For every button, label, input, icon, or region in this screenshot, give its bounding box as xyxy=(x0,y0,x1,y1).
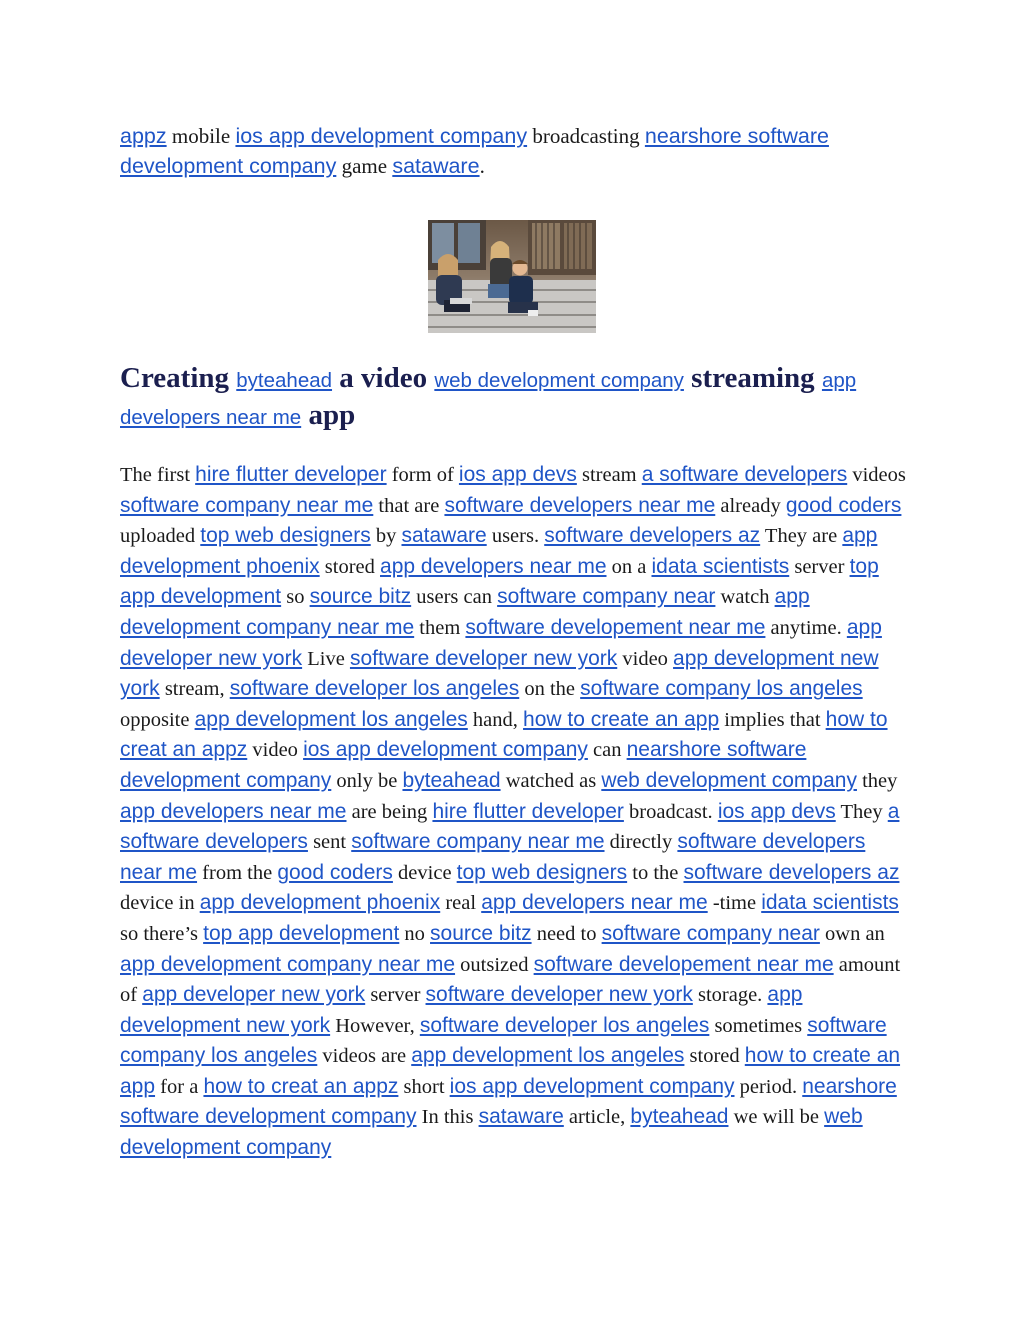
body-text: need to xyxy=(531,922,602,945)
body-text: on the xyxy=(519,678,581,701)
body-text: opposite xyxy=(120,708,195,731)
body-text: directly xyxy=(604,831,678,854)
keyword-link[interactable]: software developement near me xyxy=(465,615,766,639)
keyword-link[interactable]: software company los angeles xyxy=(580,677,863,701)
keyword-link[interactable]: sataware xyxy=(392,153,480,178)
students-photo xyxy=(428,220,596,333)
keyword-link[interactable]: appz xyxy=(120,124,167,148)
body-text: we will be xyxy=(728,1106,825,1129)
body-text: anytime. xyxy=(765,616,847,639)
keyword-link[interactable]: app development company near me xyxy=(120,952,456,976)
body-text: amount of xyxy=(120,953,901,1007)
body-text: sent xyxy=(307,831,352,854)
keyword-link[interactable]: sataware xyxy=(478,1105,564,1129)
keyword-link[interactable]: top app development xyxy=(203,921,400,945)
keyword-link[interactable]: good coders xyxy=(785,493,902,517)
body-text: they xyxy=(856,769,898,792)
body-text: to the xyxy=(627,861,684,884)
keyword-link[interactable]: software company los angeles xyxy=(120,1013,887,1068)
keyword-link[interactable]: software company near me xyxy=(351,830,605,854)
keyword-link[interactable]: app development los angeles xyxy=(411,1044,685,1068)
body-text: uploaded xyxy=(120,525,201,548)
keyword-link[interactable]: software developers near me xyxy=(444,493,716,517)
keyword-link[interactable]: top web designers xyxy=(456,860,628,884)
keyword-link[interactable]: app developers near me xyxy=(120,369,857,429)
body-text: In this xyxy=(416,1106,479,1129)
keyword-link[interactable]: top app development xyxy=(120,554,879,609)
keyword-link[interactable]: how to creat an appz xyxy=(120,707,888,762)
body-text: watch xyxy=(715,586,775,609)
intro-paragraph xyxy=(120,122,910,181)
keyword-link[interactable]: software company near me xyxy=(120,493,374,517)
keyword-link[interactable]: nearshore software development company xyxy=(120,124,829,178)
body-text: article, xyxy=(563,1106,631,1129)
keyword-link[interactable]: software developers near me xyxy=(120,830,866,884)
body-text: form of xyxy=(386,464,459,486)
keyword-link[interactable]: app developer new york xyxy=(142,983,366,1007)
body-text: . xyxy=(479,153,485,178)
body-text: so xyxy=(281,586,310,609)
body-text: broadcasting xyxy=(527,124,645,148)
body-text: However, xyxy=(330,1014,420,1037)
keyword-link[interactable]: app developers near me xyxy=(380,554,607,578)
keyword-link[interactable]: app development phoenix xyxy=(199,891,441,915)
body-text: watched as xyxy=(500,769,602,792)
keyword-link[interactable]: software developer new york xyxy=(425,983,693,1007)
body-text: The first xyxy=(120,464,196,486)
body-text: on a xyxy=(606,555,652,578)
keyword-link[interactable]: software developers az xyxy=(683,860,900,884)
body-text: game xyxy=(336,153,393,178)
keyword-link[interactable]: idata scientists xyxy=(651,554,790,578)
keyword-link[interactable]: good coders xyxy=(277,860,393,884)
keyword-link[interactable]: ios app devs xyxy=(458,463,577,486)
body-text: stored xyxy=(684,1045,745,1068)
keyword-link[interactable]: software developer los angeles xyxy=(229,677,520,701)
body-text: a video xyxy=(332,362,435,394)
keyword-link[interactable]: app development phoenix xyxy=(120,524,878,578)
keyword-link[interactable]: app development new york xyxy=(120,983,803,1037)
keyword-link[interactable]: web development company xyxy=(434,369,684,392)
keyword-link[interactable]: app development new york xyxy=(120,646,879,701)
body-text: -time xyxy=(707,892,762,915)
keyword-link[interactable]: idata scientists xyxy=(761,891,899,915)
body-text: server xyxy=(365,984,426,1007)
document-page xyxy=(120,122,910,1164)
keyword-link[interactable]: a software developers xyxy=(641,463,848,486)
body-text: They are xyxy=(760,525,843,548)
keyword-link[interactable]: software developer los angeles xyxy=(419,1013,710,1037)
body-text: users. xyxy=(486,525,545,548)
body-text: videos are xyxy=(317,1045,412,1068)
body-text: app xyxy=(301,399,356,431)
body-text: that are xyxy=(373,494,445,517)
body-text: stored xyxy=(319,555,381,578)
keyword-link[interactable]: web development company xyxy=(601,768,857,792)
body-text: mobile xyxy=(166,124,236,148)
body-text: device xyxy=(392,861,457,884)
keyword-link[interactable]: nearshore software development company xyxy=(120,738,807,792)
keyword-link[interactable]: ios app development company xyxy=(235,124,528,148)
body-text: Creating xyxy=(120,362,237,394)
keyword-link[interactable]: software developer new york xyxy=(349,646,618,670)
keyword-link[interactable]: how to create an app xyxy=(120,1044,901,1098)
body-text: video xyxy=(247,739,304,762)
body-text: video xyxy=(617,647,674,670)
body-text: users can xyxy=(411,586,498,609)
body-text: own an xyxy=(819,922,885,945)
keyword-link[interactable]: hire flutter developer xyxy=(432,799,624,823)
keyword-link[interactable]: software company near xyxy=(497,585,716,609)
body-text: stream xyxy=(576,464,642,486)
body-text: sometimes xyxy=(709,1014,808,1037)
keyword-link[interactable]: software developers az xyxy=(544,524,761,548)
body-text: short xyxy=(398,1075,450,1098)
body-text: broadcast. xyxy=(623,800,718,823)
body-text: videos xyxy=(847,464,906,486)
body-text: can xyxy=(587,739,627,762)
keyword-link[interactable]: sataware xyxy=(401,524,487,548)
body-text: them xyxy=(414,616,466,639)
keyword-link[interactable]: app development company near me xyxy=(120,585,810,639)
body-text: no xyxy=(399,922,431,945)
keyword-link[interactable]: software developement near me xyxy=(533,952,834,976)
keyword-link[interactable]: app developers near me xyxy=(481,891,708,915)
keyword-link[interactable]: app developer new york xyxy=(120,615,882,670)
body-text: hand, xyxy=(467,708,524,731)
keyword-link[interactable]: how to creat an appz xyxy=(203,1074,399,1098)
body-paragraph xyxy=(120,460,910,1164)
keyword-link[interactable]: ios app devs xyxy=(717,799,836,823)
body-text: streaming xyxy=(683,362,822,394)
keyword-link[interactable]: app developers near me xyxy=(120,799,347,823)
section-heading xyxy=(120,361,910,435)
body-text: so there’s xyxy=(120,922,204,945)
keyword-link[interactable]: source bitz xyxy=(430,921,532,945)
body-text: from the xyxy=(197,861,278,884)
body-text: device in xyxy=(120,892,200,915)
body-text: Live xyxy=(302,647,350,670)
body-text: for a xyxy=(155,1075,204,1098)
keyword-link[interactable]: app development los angeles xyxy=(194,707,468,731)
keyword-link[interactable]: source bitz xyxy=(309,585,412,609)
keyword-link[interactable]: software company near xyxy=(601,921,820,945)
body-text: They xyxy=(835,800,888,823)
keyword-link[interactable]: a software developers xyxy=(120,799,900,854)
body-text: stream, xyxy=(159,678,230,701)
keyword-link[interactable]: top web designers xyxy=(200,524,371,548)
keyword-link[interactable]: hire flutter developer xyxy=(195,463,387,486)
keyword-link[interactable]: byteahead xyxy=(402,768,501,792)
body-text: server xyxy=(789,555,850,578)
keyword-link[interactable]: ios app development company xyxy=(449,1074,735,1098)
keyword-link[interactable]: nearshore software development company xyxy=(120,1074,897,1129)
body-text: only be xyxy=(331,769,403,792)
body-text: real xyxy=(440,892,482,915)
keyword-link[interactable]: byteahead xyxy=(236,369,333,392)
body-text: storage. xyxy=(692,984,768,1007)
body-text: already xyxy=(715,494,786,517)
body-text: by xyxy=(370,525,402,548)
keyword-link[interactable]: ios app development company xyxy=(303,738,588,762)
keyword-link[interactable]: web development company xyxy=(120,1105,863,1160)
body-text: implies that xyxy=(719,708,826,731)
body-text: period. xyxy=(734,1075,803,1098)
keyword-link[interactable]: byteahead xyxy=(630,1105,729,1129)
keyword-link[interactable]: how to create an app xyxy=(523,707,720,731)
body-text: are being xyxy=(346,800,433,823)
body-text: outsized xyxy=(455,953,534,976)
